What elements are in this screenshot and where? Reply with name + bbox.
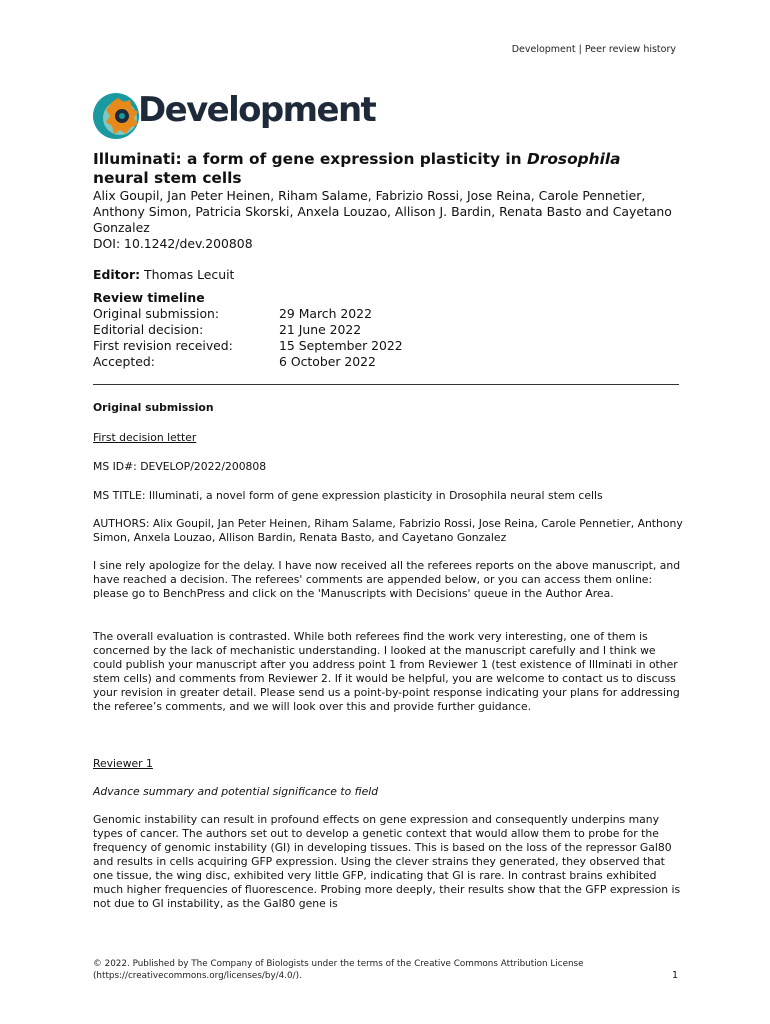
section-divider [93, 384, 679, 385]
original-submission-heading: Original submission [93, 401, 214, 414]
development-wordmark: Development [138, 90, 376, 130]
timeline-row [93, 338, 493, 354]
review-timeline [93, 306, 493, 370]
page-number: 1 [671, 970, 678, 981]
running-head: Development | Peer review history [511, 44, 676, 55]
review-timeline-heading: Review timeline [93, 290, 205, 305]
reviewer-1-paragraph: Genomic instability can result in profound effects on gene expression and consequently underpins many types of cancer. The authors set out to develop a genetic context that would allow them to probe for the frequency of genomic instability (GI) in developing tissues. This is based on the loss of the repressor Gal80 and results in cells acquiring GFP expression. Using the clever strains they generated, they observed that one tissue, the wing disc, exhibited very little GFP, indicating that GI is rare. In contrast brains exhibited much higher frequencies of fluorescence. Probing more deeply, their results show that the GFP expression is not due to GI instability, as the Gal80 gene is [93, 813, 681, 910]
timeline-label: First revision received: [93, 338, 233, 353]
timeline-value: 15 September 2022 [279, 338, 403, 353]
first-decision-heading: First decision letter [93, 431, 197, 444]
timeline-row [93, 322, 493, 338]
timeline-row [93, 354, 493, 370]
title-italic: Drosophila [526, 150, 621, 168]
editor-label: Editor: [93, 267, 141, 282]
advance-summary-heading: Advance summary and potential significance to field [93, 785, 379, 798]
timeline-label: Accepted: [93, 354, 155, 369]
timeline-label: Original submission: [93, 306, 220, 321]
title-prefix: Illuminati: a form of gene expression plasticity in [93, 150, 527, 168]
decision-paragraph-2: The overall evaluation is contrasted. While both referees find the work very interesting, one of them is concerned by the lack of mechanistic understanding. I looked at the manuscript carefully and I think we could publish your manuscript after you address point 1 from Reviewer 1 (test existence of Illminati in other stem cells) and comments from Reviewer 2. If it would be helpful, you are welcome to contact us to discuss your revision in greater detail. Please send us a point-by-point response indicating your plans for addressing the referee’s comments, and we will look over this and provide further guidance. [93, 630, 680, 713]
ms-id: MS ID#: DEVELOP/2022/200808 [93, 460, 267, 473]
timeline-value: 21 June 2022 [279, 322, 362, 337]
article-title [93, 150, 693, 188]
reviewer-1-heading: Reviewer 1 [93, 757, 153, 770]
timeline-row [93, 306, 493, 322]
timeline-value: 6 October 2022 [279, 354, 376, 369]
title-suffix: neural stem cells [93, 169, 242, 187]
timeline-value: 29 March 2022 [279, 306, 372, 321]
editor-name: Thomas Lecuit [144, 267, 235, 282]
authors-line: AUTHORS: Alix Goupil, Jan Peter Heinen, Riham Salame, Fabrizio Rossi, Jose Reina, Carole Pennetier, Anthony Simon, Anxela Louzao, Allison Bardin, Renata Basto, and Cayetano Gonzalez [93, 517, 683, 544]
author-list: Alix Goupil, Jan Peter Heinen, Riham Salame, Fabrizio Rossi, Jose Reina, Carole Pennetier, Anthony Simon, Patricia Skorski, Anxela Louzao, Allison J. Bardin, Renata Basto and Cayetano Gonzalez [93, 188, 672, 235]
decision-paragraph-1: I sine rely apologize for the delay. I have now received all the referees reports on the above manuscript, and have reached a decision. The referees' comments are appended below, or you can access them online: please go to BenchPress and click on the 'Manuscripts with Decisions' queue in the Author Area. [93, 559, 681, 600]
timeline-label: Editorial decision: [93, 322, 204, 337]
editor-line [93, 267, 234, 282]
development-logo [92, 88, 376, 148]
ms-title: MS TITLE: Illuminati, a novel form of gene expression plasticity in Drosophila neural stem cells [93, 489, 603, 502]
license-footer: © 2022. Published by The Company of Biologists under the terms of the Creative Commons Attribution License (https://creativecommons.org/licenses/by/4.0/). [93, 959, 584, 981]
doi: DOI: 10.1242/dev.200808 [93, 236, 253, 251]
